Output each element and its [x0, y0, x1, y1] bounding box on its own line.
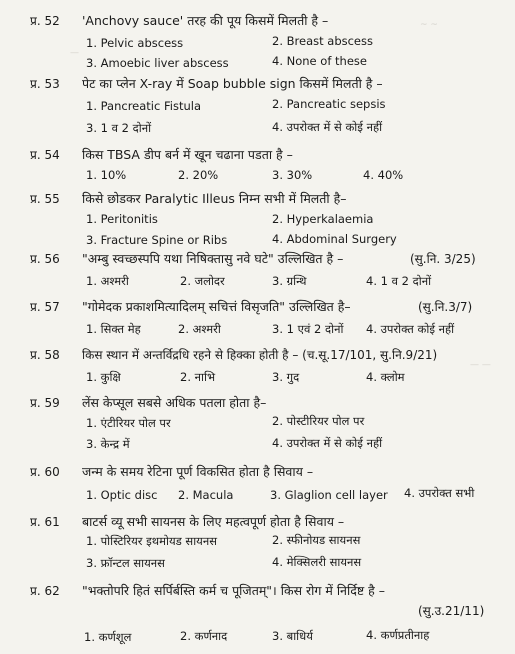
option-1: 1. Pancreatic Fistula: [86, 99, 201, 113]
option-3: 3. 1 एवं 2 दोनों: [272, 322, 344, 336]
question-text: 'Anchovy sauce' तरह की पूय किसमें मिलती है –: [82, 13, 329, 28]
question-number: प्र. 52: [30, 14, 60, 28]
option-3: 3. Glaglion cell layer: [270, 488, 388, 502]
question-number: प्र. 57: [30, 300, 60, 314]
option-2: 2. Hyperkalaemia: [272, 212, 374, 226]
option-2: 2. Macula: [178, 488, 234, 502]
option-4: 4. मेक्सिलरी सायनस: [272, 555, 362, 569]
question-number: प्र. 54: [30, 148, 60, 162]
option-4: 4. उपरोक्त कोई नहीं: [366, 322, 455, 336]
question-number: प्र. 56: [30, 252, 60, 266]
option-3: 3. Fracture Spine or Ribs: [86, 233, 228, 247]
question-text: "भक्तोपरि हितं सर्पिर्बस्ति कर्म च पूजितम्"। किस रोग में निर्दिष्ट है –: [82, 583, 386, 598]
option-2: 2. अश्मरी: [178, 322, 221, 336]
option-4: 4. Abdominal Surgery: [272, 232, 397, 246]
option-3: 3. बाधिर्य: [272, 629, 313, 643]
option-3: 3. गुद: [272, 370, 300, 384]
option-2: 2. स्फीनोयड सायनस: [272, 533, 361, 547]
question-text: जन्म के समय रेटिना पूर्ण विकसित होता है सिवाय –: [82, 464, 314, 479]
question-text: लेंस केप्सूल सबसे अधिक पतला होता है–: [82, 395, 267, 410]
option-1: 1. 10%: [86, 168, 127, 182]
question-text: "गोमेदक प्रकाशमित्यादिलम् सचित्तं विसृजति" उल्लिखित है–: [82, 299, 351, 314]
option-4: 4. क्लोम: [366, 370, 405, 384]
option-3: 3. केन्द्र में: [86, 437, 130, 451]
option-1: 1. पोस्टिरियर इथमोयड सायनस: [86, 534, 218, 548]
question-number: प्र. 58: [30, 348, 60, 362]
question-number: प्र. 59: [30, 396, 60, 410]
question-text: किसे छोडकर Paralytic Illeus निम्न सभी में मिलती है–: [82, 191, 347, 206]
option-4: 4. उपरोक्त में से कोई नहीं: [272, 436, 383, 450]
option-1: 1. कर्णशूल: [84, 630, 132, 644]
option-3: 3. फ्रॉन्टल सायनस: [86, 556, 165, 570]
question-text: बाटर्स व्यू सभी सायनस के लिए महत्वपूर्ण होता है सिवाय –: [82, 514, 345, 529]
bleed-through-mark: ~ ~: [420, 20, 438, 30]
option-1: 1. एंटीरियर पोल पर: [86, 416, 171, 430]
option-3: 3. Amoebic liver abscess: [86, 56, 229, 70]
option-4: 4. उपरोक्त सभी: [404, 486, 475, 500]
question-text: किस स्थान में अन्तर्विद्रधि रहने से हिक्का होती है – (च.सू.17/101, सु.नि.9/21): [82, 348, 438, 362]
option-1: 1. Peritonitis: [86, 212, 158, 226]
bleed-through-mark: — —: [470, 360, 491, 370]
option-1: 1. कुक्षि: [86, 370, 121, 384]
option-4: 4. उपरोक्त में से कोई नहीं: [272, 120, 383, 134]
question-number: प्र. 53: [30, 77, 60, 91]
reference-citation: (सु.नि.3/7): [418, 300, 473, 314]
bleed-through-mark: —: [70, 48, 79, 58]
option-1: 1. Optic disc: [86, 488, 158, 502]
question-number: प्र. 60: [30, 465, 60, 479]
option-3: 3. 30%: [272, 168, 313, 182]
question-number: प्र. 62: [30, 584, 60, 598]
option-2: 2. 20%: [178, 168, 219, 182]
option-4: 4. 40%: [363, 168, 404, 182]
option-2: 2. नाभि: [180, 370, 216, 384]
question-number: प्र. 55: [30, 192, 60, 206]
question-number: प्र. 61: [30, 515, 60, 529]
option-4: 4. कर्णप्रतीनाह: [366, 628, 430, 642]
option-1: 1. Pelvic abscess: [86, 36, 184, 50]
option-4: 4. None of these: [272, 54, 367, 68]
question-text: "अम्बु स्वच्छस्पपि यथा निषिक्तासु नवे घटे" उल्लिखित है –: [82, 251, 344, 266]
option-2: 2. Pancreatic sepsis: [272, 97, 386, 111]
reference-citation: (सु.उ.21/11): [418, 604, 485, 618]
reference-citation: (सु.नि. 3/25): [410, 252, 476, 266]
option-1: 1. सिक्त मेह: [86, 322, 141, 336]
option-3: 3. 1 व 2 दोनों: [86, 121, 152, 135]
question-text: पेट का प्लेन X-ray में Soap bubble sign किसमें मिलती है –: [82, 76, 383, 91]
option-2: 2. पोस्टीरियर पोल पर: [272, 414, 365, 428]
option-3: 3. ग्रन्थि: [272, 274, 307, 288]
option-2: 2. कर्णनाद: [180, 629, 228, 643]
question-text: किस TBSA डीप बर्न में खून चढाना पडता है –: [82, 147, 293, 162]
option-2: 2. जलोदर: [180, 274, 225, 288]
option-4: 4. 1 व 2 दोनों: [366, 274, 432, 288]
option-1: 1. अश्मरी: [86, 274, 129, 288]
option-2: 2. Breast abscess: [272, 34, 373, 48]
